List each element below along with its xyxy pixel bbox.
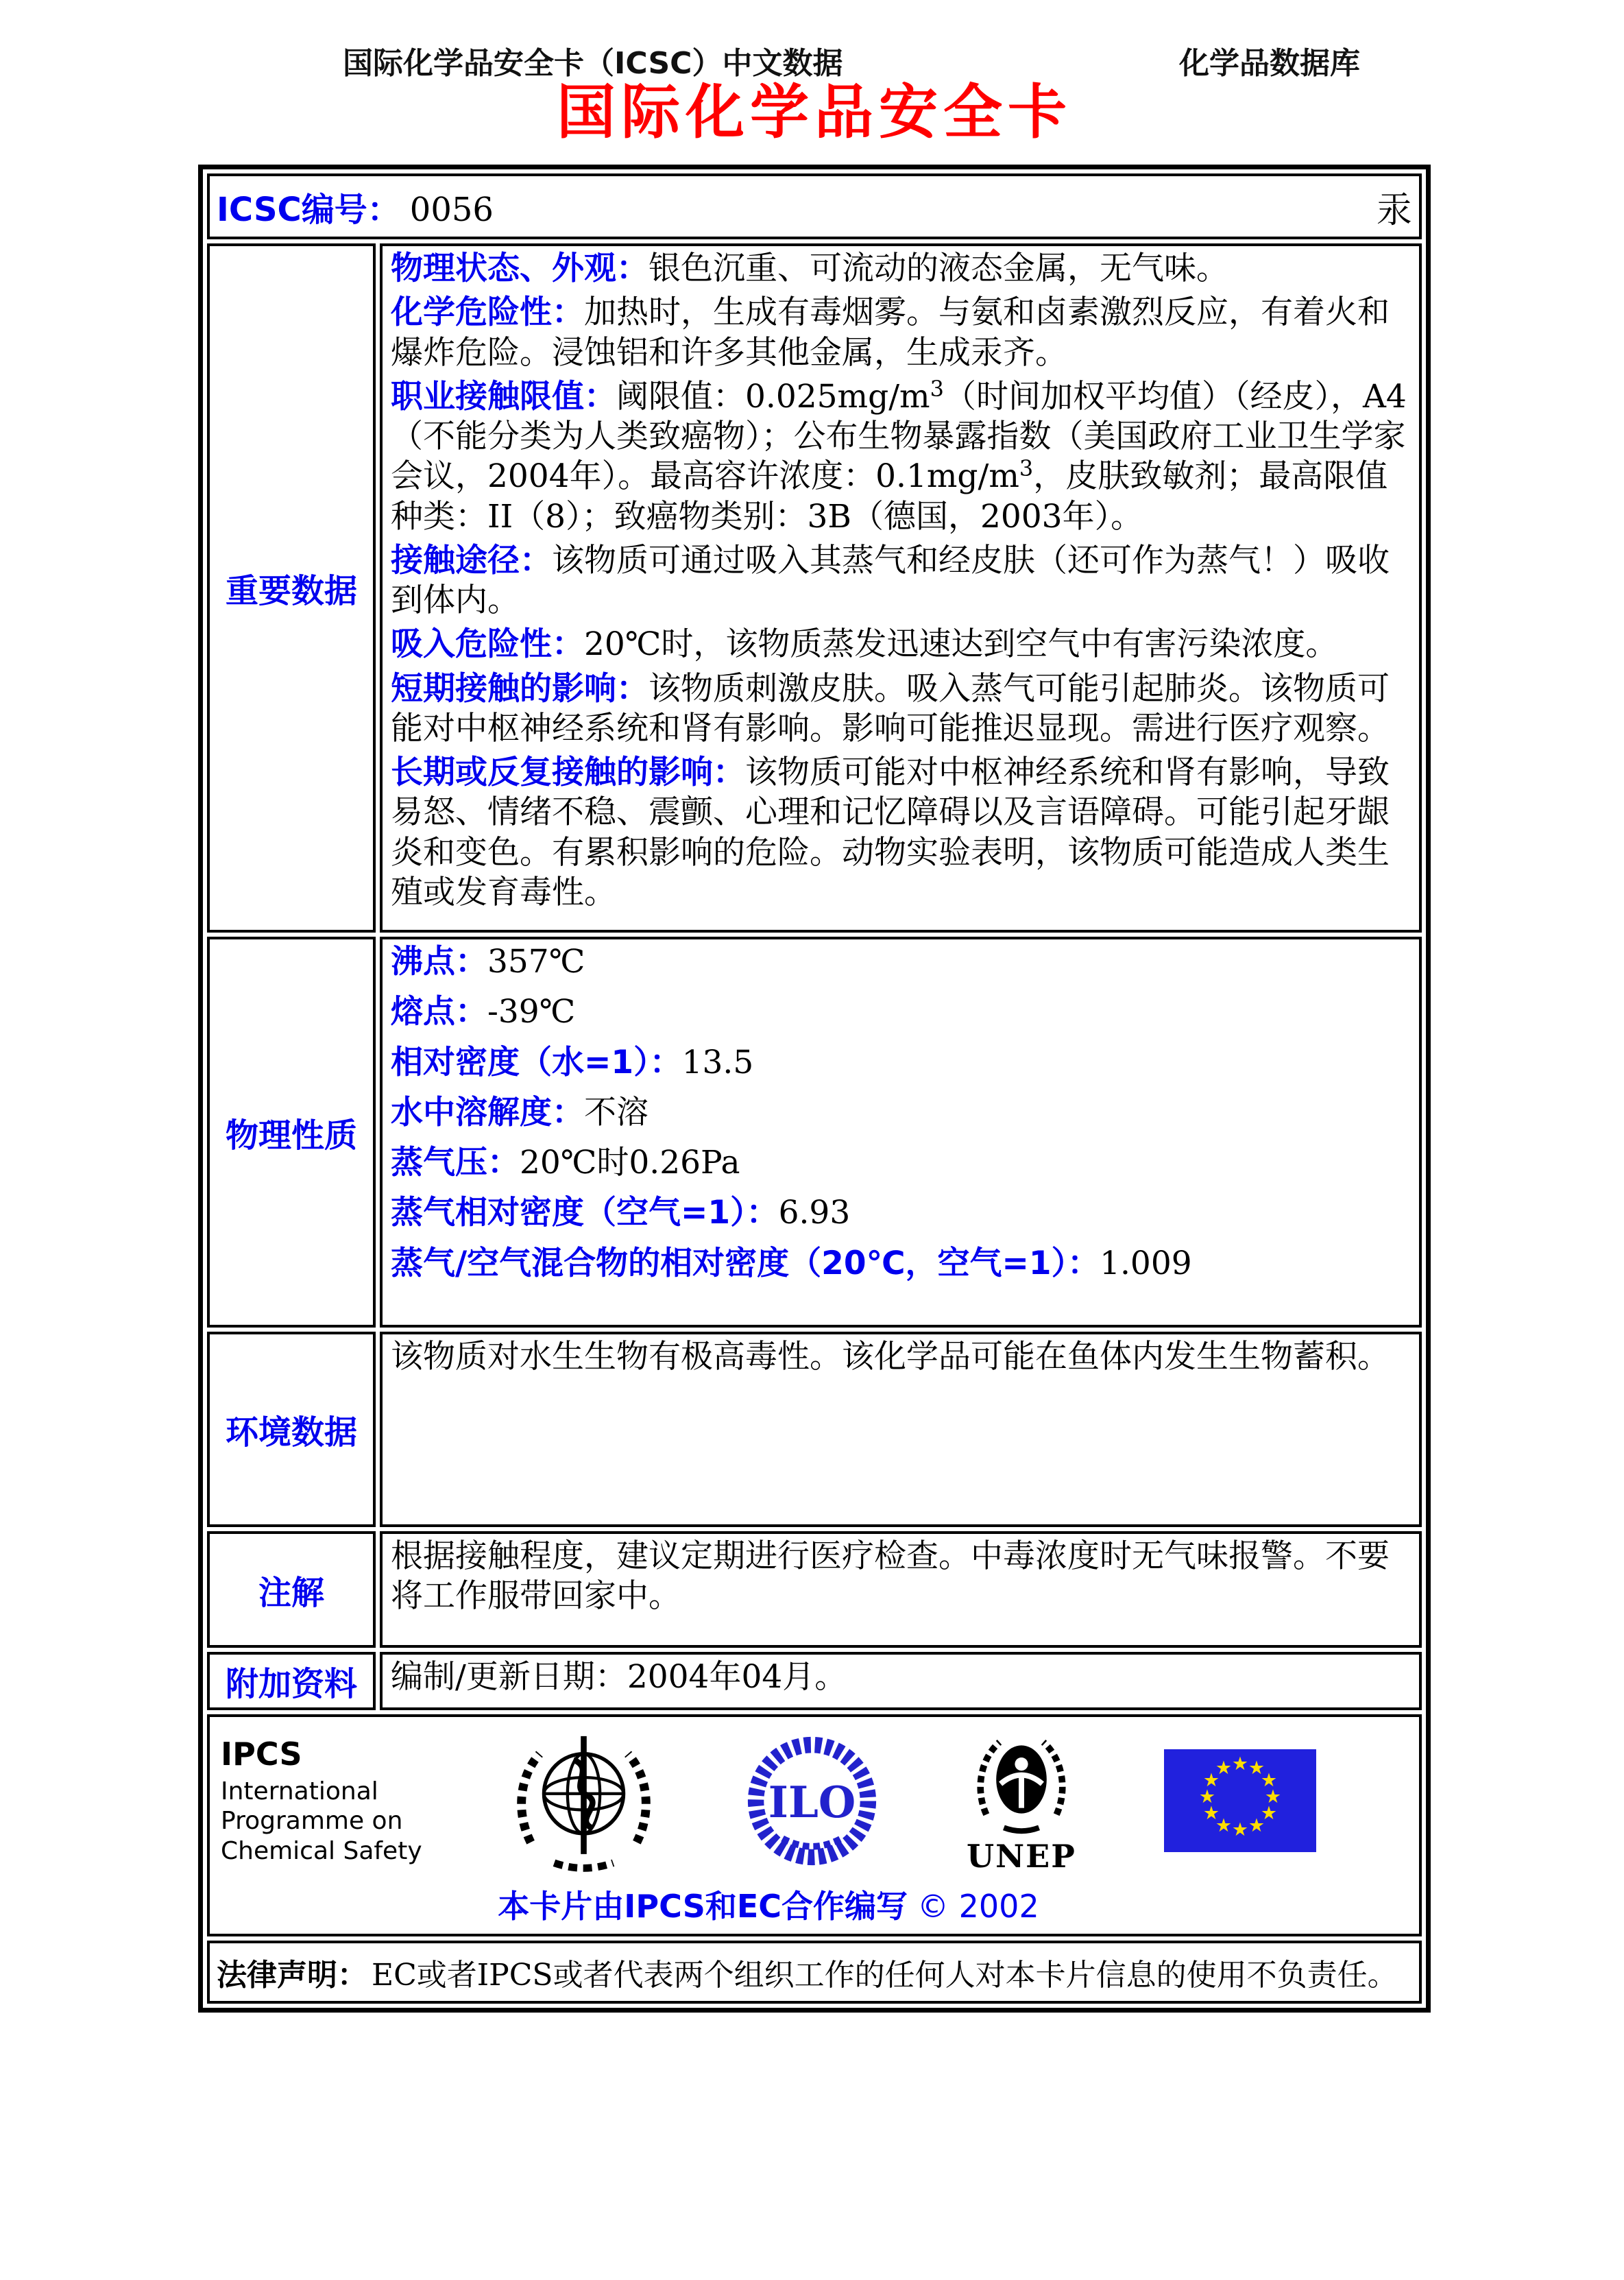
paragraph: 蒸气压：20℃时0.26Pa [391,1144,740,1182]
paragraph: 水中溶解度：不溶 [391,1093,649,1131]
substance-name: 汞 [1376,189,1412,231]
ilo-logo-icon [745,1734,879,1868]
ipcs-line: Chemical Safety [221,1836,422,1865]
field-label: 沸点： [391,943,487,981]
paragraph: 职业接触限值：阈限值：$0.025mg/m^3$（时间加权平均值）（经皮），A4（不能分类为人类致癌物）；公布生物暴露指数（美国政府工业卫生学家会议，2004年）。最高容许浓度：$0.1mg/m^3$，皮肤致敏剂；最高限值种类：II（8）；致癌物类别：3B（德国，2003年）。 [391,375,1407,536]
field-label: 化学危险性： [391,293,584,332]
field-label: 熔点： [391,993,487,1031]
paragraph: 化学危险性：加热时，生成有毒烟雾。与氨和卤素激烈反应，有着火和爆炸危险。浸蚀铝和许多其他金属，生成汞齐。 [391,293,1390,372]
svg-text:★: ★ [1248,1757,1265,1779]
paragraph: 吸入危险性：20℃时，该物质蒸发迅速达到空气中有害污染浓度。 [391,625,1338,664]
section-label: 附加资料 [207,1652,376,1710]
section-label: 重要数据 [207,243,376,933]
row-important-data [207,243,1422,933]
field-label: 物理状态、外观： [391,250,649,287]
section-content [380,1531,1422,1648]
row-logos [207,1714,1422,1936]
clipped-print-header-left: 国际化学品安全卡（ICSC）中文数据 [343,46,843,81]
svg-text:★: ★ [1231,1753,1249,1775]
field-label: 接触途径： [391,541,552,579]
svg-text:★: ★ [1260,1770,1278,1791]
field-label: 蒸气压： [391,1144,520,1182]
svg-text:★: ★ [1260,1803,1278,1824]
field-label: 相对密度（水=1）： [391,1043,682,1081]
svg-text:★: ★ [1202,1803,1220,1824]
paragraph: 长期或反复接触的影响：该物质可能对中枢神经系统和肾有影响，导致易怒、情绪不稳、震颤、心理和记忆障碍以及言语障碍。可能引起牙龈炎和变色。有累积影响的危险。动物实验表明，该物质可能造成人类生殖或发育毒性。 [391,754,1390,911]
ilo-monogram: ILO [768,1776,856,1827]
paragraph: 沸点：357℃ [391,943,585,981]
icsc-card-table [198,165,1431,2013]
logos-cell [207,1714,1422,1936]
legal-notice-text: EC或者IPCS或者代表两个组织工作的任何人对本卡片信息的使用不负责任。 [372,1958,1398,1993]
section-content [380,1332,1422,1527]
paragraph: 短期接触的影响：该物质刺激皮肤。吸入蒸气可能引起肺炎。该物质可能对中枢神经系统和肾有影响。影响可能推迟显现。需进行医疗观察。 [391,669,1390,747]
field-label: 蒸气/空气混合物的相对密度（20℃，空气=1）： [391,1244,1100,1282]
svg-text:★: ★ [1198,1786,1216,1808]
field-label: 蒸气相对密度（空气=1）： [391,1194,779,1232]
row-physical-properties [207,937,1422,1328]
paragraph: 蒸气相对密度（空气=1）：6.93 [391,1194,851,1232]
who-logo-icon [510,1727,657,1875]
section-label: 注解 [207,1531,376,1648]
field-label: 水中溶解度： [391,1093,584,1131]
caption-text: 本卡片由IPCS和EC合作编写 [498,1888,908,1925]
row-additional-information [207,1652,1422,1710]
unep-logo-icon [967,1727,1076,1875]
header-row [207,173,1422,239]
page-title: 国际化学品安全卡 [557,78,1072,147]
icsc-number-value: 0056 [409,190,494,229]
ipcs-text-block [221,1736,422,1866]
icsc-number-label: ICSC编号： [217,190,400,229]
paragraph: 接触途径：该物质可通过吸入其蒸气和经皮肤（还可作为蒸气！）吸收到体内。 [391,541,1390,620]
field-label: 职业接触限值： [391,377,616,416]
field-label: 长期或反复接触的影响： [391,754,745,792]
svg-text:★: ★ [1202,1770,1220,1791]
svg-text:★: ★ [1215,1757,1233,1779]
section-content [380,1652,1422,1710]
row-environmental-data [207,1332,1422,1527]
section-label: 物理性质 [207,937,376,1328]
section-label: 环境数据 [207,1332,376,1527]
clipped-print-header-right: 化学品数据库 [1179,46,1360,81]
legal-cell [207,1941,1422,2004]
svg-text:★: ★ [1231,1819,1249,1840]
ipcs-line: International [221,1777,378,1806]
paragraph: 该物质对水生生物有极高毒性。该化学品可能在鱼体内发生生物蓄积。 [391,1338,1390,1376]
section-content [380,937,1422,1328]
paragraph: 熔点：-39℃ [391,993,576,1031]
unep-wordmark: UNEP [966,1838,1076,1875]
svg-text:★: ★ [1215,1815,1233,1836]
header-cell [207,173,1422,239]
paragraph: 编制/更新日期：2004年04月。 [391,1658,847,1696]
paragraph: 相对密度（水=1）：13.5 [391,1043,754,1081]
section-content [380,243,1422,933]
paragraph: 蒸气/空气混合物的相对密度（20℃，空气=1）：1.009 [391,1244,1192,1282]
copyright-text: © 2002 [917,1888,1039,1925]
field-label: 吸入危险性： [391,625,584,664]
icsc-page [0,46,1624,2280]
field-label: 短期接触的影响： [391,669,649,708]
paragraph: 根据接触程度，建议定期进行医疗检查。中毒浓度时无气味报警。不要将工作服带回家中。 [391,1537,1390,1616]
row-legal-notice [207,1941,1422,2004]
svg-text:★: ★ [1248,1815,1265,1836]
ipcs-line: Programme on [221,1807,403,1836]
row-notes [207,1531,1422,1648]
legal-notice-label: 法律声明： [217,1958,367,1993]
svg-text:★: ★ [1264,1786,1282,1808]
cooperation-caption [221,1882,1316,1927]
paragraph: 物理状态、外观：银色沉重、可流动的液态金属，无气味。 [391,250,1228,287]
ipcs-acronym: IPCS [221,1736,302,1773]
eu-flag-icon [1164,1749,1316,1852]
